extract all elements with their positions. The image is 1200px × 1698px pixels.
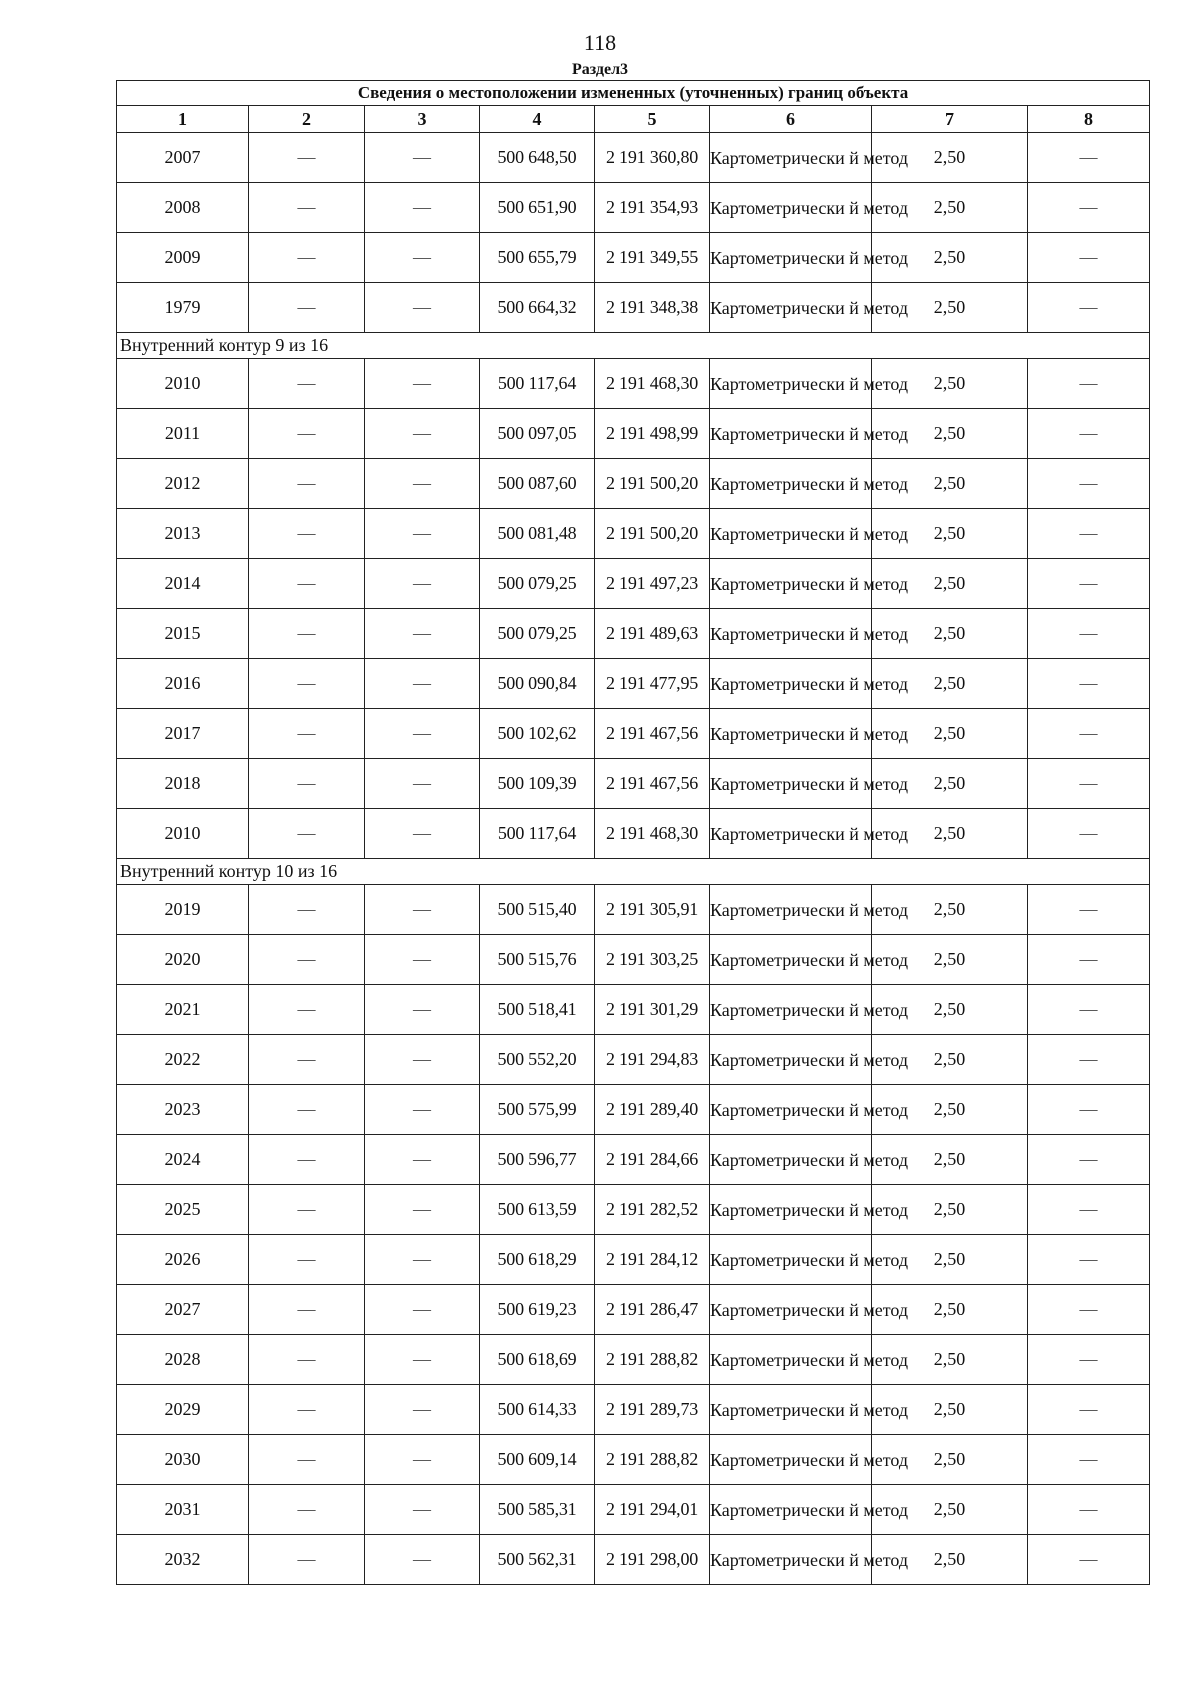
col2-cell: —	[249, 985, 365, 1035]
accuracy-cell: 2,50	[872, 409, 1028, 459]
accuracy-cell: 2,50	[872, 1285, 1028, 1335]
column-header: 4	[480, 106, 595, 133]
table-row	[117, 759, 1150, 809]
y-coordinate-cell: 2 191 468,30	[595, 359, 710, 409]
col2-cell: —	[249, 509, 365, 559]
accuracy-cell: 2,50	[872, 985, 1028, 1035]
col2-cell: —	[249, 1535, 365, 1585]
method-cell: Картометрически й метод	[710, 885, 872, 935]
col8-cell: —	[1028, 809, 1150, 859]
table-row	[117, 1335, 1150, 1385]
col3-cell: —	[365, 759, 480, 809]
method-cell: Картометрически й метод	[710, 359, 872, 409]
col3-cell: —	[365, 1535, 480, 1585]
table-caption-row	[117, 81, 1150, 106]
table-row	[117, 609, 1150, 659]
x-coordinate-cell: 500 664,32	[480, 283, 595, 333]
accuracy-cell: 2,50	[872, 1385, 1028, 1435]
x-coordinate-cell: 500 618,29	[480, 1235, 595, 1285]
col8-cell: —	[1028, 1235, 1150, 1285]
col3-cell: —	[365, 1185, 480, 1235]
col8-cell: —	[1028, 1485, 1150, 1535]
point-number-cell: 2027	[117, 1285, 249, 1335]
method-cell: Картометрически й метод	[710, 709, 872, 759]
column-header: 1	[117, 106, 249, 133]
y-coordinate-cell: 2 191 500,20	[595, 459, 710, 509]
x-coordinate-cell: 500 619,23	[480, 1285, 595, 1335]
col8-cell: —	[1028, 133, 1150, 183]
accuracy-cell: 2,50	[872, 1485, 1028, 1535]
col3-cell: —	[365, 509, 480, 559]
method-cell: Картометрически й метод	[710, 1235, 872, 1285]
col3-cell: —	[365, 985, 480, 1035]
col2-cell: —	[249, 283, 365, 333]
accuracy-cell: 2,50	[872, 1535, 1028, 1585]
col3-cell: —	[365, 809, 480, 859]
col3-cell: —	[365, 1335, 480, 1385]
col8-cell: —	[1028, 1135, 1150, 1185]
accuracy-cell: 2,50	[872, 1185, 1028, 1235]
column-header: 7	[872, 106, 1028, 133]
x-coordinate-cell: 500 515,76	[480, 935, 595, 985]
col8-cell: —	[1028, 709, 1150, 759]
accuracy-cell: 2,50	[872, 459, 1028, 509]
col8-cell: —	[1028, 409, 1150, 459]
x-coordinate-cell: 500 618,69	[480, 1335, 595, 1385]
method-cell: Картометрически й метод	[710, 759, 872, 809]
accuracy-cell: 2,50	[872, 1035, 1028, 1085]
col8-cell: —	[1028, 1335, 1150, 1385]
col3-cell: —	[365, 1435, 480, 1485]
col3-cell: —	[365, 233, 480, 283]
boundary-coordinates-table	[116, 80, 1150, 1585]
point-number-cell: 2031	[117, 1485, 249, 1535]
y-coordinate-cell: 2 191 467,56	[595, 709, 710, 759]
col2-cell: —	[249, 885, 365, 935]
col8-cell: —	[1028, 509, 1150, 559]
col3-cell: —	[365, 1235, 480, 1285]
method-cell: Картометрически й метод	[710, 809, 872, 859]
col2-cell: —	[249, 233, 365, 283]
col2-cell: —	[249, 459, 365, 509]
col3-cell: —	[365, 559, 480, 609]
table-row	[117, 809, 1150, 859]
accuracy-cell: 2,50	[872, 183, 1028, 233]
col2-cell: —	[249, 1235, 365, 1285]
col2-cell: —	[249, 133, 365, 183]
col2-cell: —	[249, 1285, 365, 1335]
table-row	[117, 709, 1150, 759]
point-number-cell: 2011	[117, 409, 249, 459]
col2-cell: —	[249, 809, 365, 859]
col8-cell: —	[1028, 885, 1150, 935]
col8-cell: —	[1028, 359, 1150, 409]
table-row	[117, 559, 1150, 609]
point-number-cell: 2020	[117, 935, 249, 985]
point-number-cell: 2022	[117, 1035, 249, 1085]
point-number-cell: 2030	[117, 1435, 249, 1485]
col8-cell: —	[1028, 1085, 1150, 1135]
method-cell: Картометрически й метод	[710, 409, 872, 459]
col3-cell: —	[365, 885, 480, 935]
col8-cell: —	[1028, 1435, 1150, 1485]
x-coordinate-cell: 500 515,40	[480, 885, 595, 935]
point-number-cell: 2014	[117, 559, 249, 609]
table-row	[117, 1085, 1150, 1135]
col2-cell: —	[249, 559, 365, 609]
col8-cell: —	[1028, 559, 1150, 609]
method-cell: Картометрически й метод	[710, 1485, 872, 1535]
table-row	[117, 935, 1150, 985]
column-header: 8	[1028, 106, 1150, 133]
point-number-cell: 2017	[117, 709, 249, 759]
x-coordinate-cell: 500 079,25	[480, 609, 595, 659]
col3-cell: —	[365, 133, 480, 183]
col3-cell: —	[365, 659, 480, 709]
accuracy-cell: 2,50	[872, 1335, 1028, 1385]
col8-cell: —	[1028, 1385, 1150, 1435]
table-row	[117, 1035, 1150, 1085]
point-number-cell: 2023	[117, 1085, 249, 1135]
accuracy-cell: 2,50	[872, 559, 1028, 609]
section-title: Раздел3	[571, 61, 629, 78]
point-number-cell: 2007	[117, 133, 249, 183]
method-cell: Картометрически й метод	[710, 183, 872, 233]
column-header-row	[117, 106, 1150, 133]
y-coordinate-cell: 2 191 288,82	[595, 1335, 710, 1385]
x-coordinate-cell: 500 648,50	[480, 133, 595, 183]
col3-cell: —	[365, 1085, 480, 1135]
column-header: 3	[365, 106, 480, 133]
x-coordinate-cell: 500 596,77	[480, 1135, 595, 1185]
x-coordinate-cell: 500 575,99	[480, 1085, 595, 1135]
col3-cell: —	[365, 1385, 480, 1435]
method-cell: Картометрически й метод	[710, 233, 872, 283]
point-number-cell: 2025	[117, 1185, 249, 1235]
table-row	[117, 283, 1150, 333]
x-coordinate-cell: 500 614,33	[480, 1385, 595, 1435]
col3-cell: —	[365, 283, 480, 333]
point-number-cell: 2024	[117, 1135, 249, 1185]
y-coordinate-cell: 2 191 360,80	[595, 133, 710, 183]
col2-cell: —	[249, 759, 365, 809]
accuracy-cell: 2,50	[872, 709, 1028, 759]
point-number-cell: 2018	[117, 759, 249, 809]
table-row	[117, 1235, 1150, 1285]
accuracy-cell: 2,50	[872, 283, 1028, 333]
accuracy-cell: 2,50	[872, 509, 1028, 559]
point-number-cell: 2013	[117, 509, 249, 559]
table-row	[117, 1485, 1150, 1535]
accuracy-cell: 2,50	[872, 1135, 1028, 1185]
col8-cell: —	[1028, 609, 1150, 659]
accuracy-cell: 2,50	[872, 759, 1028, 809]
accuracy-cell: 2,50	[872, 809, 1028, 859]
x-coordinate-cell: 500 585,31	[480, 1485, 595, 1535]
col8-cell: —	[1028, 1035, 1150, 1085]
col3-cell: —	[365, 459, 480, 509]
col2-cell: —	[249, 1035, 365, 1085]
method-cell: Картометрически й метод	[710, 609, 872, 659]
col2-cell: —	[249, 1385, 365, 1435]
x-coordinate-cell: 500 090,84	[480, 659, 595, 709]
col2-cell: —	[249, 1135, 365, 1185]
page-number: 118	[583, 30, 617, 55]
x-coordinate-cell: 500 079,25	[480, 559, 595, 609]
y-coordinate-cell: 2 191 289,73	[595, 1385, 710, 1435]
col2-cell: —	[249, 1335, 365, 1385]
col8-cell: —	[1028, 1535, 1150, 1585]
table-row	[117, 459, 1150, 509]
point-number-cell: 2032	[117, 1535, 249, 1585]
y-coordinate-cell: 2 191 348,38	[595, 283, 710, 333]
method-cell: Картометрически й метод	[710, 133, 872, 183]
x-coordinate-cell: 500 097,05	[480, 409, 595, 459]
accuracy-cell: 2,50	[872, 659, 1028, 709]
table-row	[117, 885, 1150, 935]
point-number-cell: 2012	[117, 459, 249, 509]
col8-cell: —	[1028, 459, 1150, 509]
y-coordinate-cell: 2 191 498,99	[595, 409, 710, 459]
point-number-cell: 2029	[117, 1385, 249, 1435]
table-row	[117, 1185, 1150, 1235]
y-coordinate-cell: 2 191 289,40	[595, 1085, 710, 1135]
col8-cell: —	[1028, 183, 1150, 233]
x-coordinate-cell: 500 609,14	[480, 1435, 595, 1485]
col2-cell: —	[249, 709, 365, 759]
method-cell: Картометрически й метод	[710, 1435, 872, 1485]
col3-cell: —	[365, 359, 480, 409]
col3-cell: —	[365, 1285, 480, 1335]
accuracy-cell: 2,50	[872, 609, 1028, 659]
table-row	[117, 409, 1150, 459]
point-number-cell: 2008	[117, 183, 249, 233]
method-cell: Картометрически й метод	[710, 509, 872, 559]
accuracy-cell: 2,50	[872, 935, 1028, 985]
y-coordinate-cell: 2 191 468,30	[595, 809, 710, 859]
x-coordinate-cell: 500 655,79	[480, 233, 595, 283]
accuracy-cell: 2,50	[872, 359, 1028, 409]
x-coordinate-cell: 500 562,31	[480, 1535, 595, 1585]
method-cell: Картометрически й метод	[710, 559, 872, 609]
method-cell: Картометрически й метод	[710, 659, 872, 709]
col3-cell: —	[365, 1035, 480, 1085]
contour-label: Внутренний контур 10 из 16	[117, 859, 1150, 885]
accuracy-cell: 2,50	[872, 233, 1028, 283]
col3-cell: —	[365, 935, 480, 985]
accuracy-cell: 2,50	[872, 885, 1028, 935]
col8-cell: —	[1028, 659, 1150, 709]
method-cell: Картометрически й метод	[710, 1185, 872, 1235]
y-coordinate-cell: 2 191 284,12	[595, 1235, 710, 1285]
y-coordinate-cell: 2 191 284,66	[595, 1135, 710, 1185]
table-row	[117, 233, 1150, 283]
point-number-cell: 2009	[117, 233, 249, 283]
y-coordinate-cell: 2 191 349,55	[595, 233, 710, 283]
col3-cell: —	[365, 1485, 480, 1535]
col3-cell: —	[365, 409, 480, 459]
table-caption: Сведения о местоположении измененных (уточненных) границ объекта	[117, 81, 1150, 106]
y-coordinate-cell: 2 191 298,00	[595, 1535, 710, 1585]
column-header: 2	[249, 106, 365, 133]
accuracy-cell: 2,50	[872, 1435, 1028, 1485]
x-coordinate-cell: 500 117,64	[480, 809, 595, 859]
table-row	[117, 133, 1150, 183]
table-row	[117, 183, 1150, 233]
col8-cell: —	[1028, 233, 1150, 283]
point-number-cell: 2016	[117, 659, 249, 709]
contour-label: Внутренний контур 9 из 16	[117, 333, 1150, 359]
column-header: 5	[595, 106, 710, 133]
col8-cell: —	[1028, 985, 1150, 1035]
y-coordinate-cell: 2 191 500,20	[595, 509, 710, 559]
accuracy-cell: 2,50	[872, 1085, 1028, 1135]
table-row	[117, 509, 1150, 559]
col3-cell: —	[365, 609, 480, 659]
point-number-cell: 2026	[117, 1235, 249, 1285]
col3-cell: —	[365, 183, 480, 233]
table-row	[117, 1435, 1150, 1485]
x-coordinate-cell: 500 613,59	[480, 1185, 595, 1235]
table-row	[117, 1535, 1150, 1585]
y-coordinate-cell: 2 191 294,01	[595, 1485, 710, 1535]
col8-cell: —	[1028, 1185, 1150, 1235]
method-cell: Картометрически й метод	[710, 1285, 872, 1335]
col2-cell: —	[249, 1485, 365, 1535]
y-coordinate-cell: 2 191 282,52	[595, 1185, 710, 1235]
x-coordinate-cell: 500 117,64	[480, 359, 595, 409]
y-coordinate-cell: 2 191 288,82	[595, 1435, 710, 1485]
col2-cell: —	[249, 659, 365, 709]
y-coordinate-cell: 2 191 294,83	[595, 1035, 710, 1085]
method-cell: Картометрически й метод	[710, 935, 872, 985]
col3-cell: —	[365, 1135, 480, 1185]
y-coordinate-cell: 2 191 303,25	[595, 935, 710, 985]
table-row	[117, 1135, 1150, 1185]
point-number-cell: 2010	[117, 359, 249, 409]
col2-cell: —	[249, 359, 365, 409]
col3-cell: —	[365, 709, 480, 759]
x-coordinate-cell: 500 087,60	[480, 459, 595, 509]
y-coordinate-cell: 2 191 301,29	[595, 985, 710, 1035]
col8-cell: —	[1028, 935, 1150, 985]
y-coordinate-cell: 2 191 477,95	[595, 659, 710, 709]
x-coordinate-cell: 500 102,62	[480, 709, 595, 759]
point-number-cell: 2010	[117, 809, 249, 859]
table-row	[117, 1385, 1150, 1435]
accuracy-cell: 2,50	[872, 133, 1028, 183]
col8-cell: —	[1028, 283, 1150, 333]
col2-cell: —	[249, 409, 365, 459]
contour-header-row	[117, 333, 1150, 359]
method-cell: Картометрически й метод	[710, 459, 872, 509]
method-cell: Картометрически й метод	[710, 283, 872, 333]
x-coordinate-cell: 500 518,41	[480, 985, 595, 1035]
method-cell: Картометрически й метод	[710, 1385, 872, 1435]
x-coordinate-cell: 500 081,48	[480, 509, 595, 559]
point-number-cell: 2019	[117, 885, 249, 935]
point-number-cell: 2028	[117, 1335, 249, 1385]
contour-header-row	[117, 859, 1150, 885]
point-number-cell: 2021	[117, 985, 249, 1035]
table-row	[117, 659, 1150, 709]
accuracy-cell: 2,50	[872, 1235, 1028, 1285]
x-coordinate-cell: 500 651,90	[480, 183, 595, 233]
y-coordinate-cell: 2 191 286,47	[595, 1285, 710, 1335]
col8-cell: —	[1028, 759, 1150, 809]
method-cell: Картометрически й метод	[710, 1535, 872, 1585]
col8-cell: —	[1028, 1285, 1150, 1335]
point-number-cell: 2015	[117, 609, 249, 659]
y-coordinate-cell: 2 191 354,93	[595, 183, 710, 233]
y-coordinate-cell: 2 191 467,56	[595, 759, 710, 809]
x-coordinate-cell: 500 109,39	[480, 759, 595, 809]
col2-cell: —	[249, 609, 365, 659]
col2-cell: —	[249, 183, 365, 233]
col2-cell: —	[249, 1435, 365, 1485]
method-cell: Картометрически й метод	[710, 985, 872, 1035]
method-cell: Картометрически й метод	[710, 1335, 872, 1385]
method-cell: Картометрически й метод	[710, 1085, 872, 1135]
y-coordinate-cell: 2 191 497,23	[595, 559, 710, 609]
col2-cell: —	[249, 1085, 365, 1135]
y-coordinate-cell: 2 191 489,63	[595, 609, 710, 659]
column-header: 6	[710, 106, 872, 133]
method-cell: Картометрически й метод	[710, 1135, 872, 1185]
table-row	[117, 359, 1150, 409]
col2-cell: —	[249, 935, 365, 985]
table-row	[117, 1285, 1150, 1335]
x-coordinate-cell: 500 552,20	[480, 1035, 595, 1085]
table-row	[117, 985, 1150, 1035]
col2-cell: —	[249, 1185, 365, 1235]
y-coordinate-cell: 2 191 305,91	[595, 885, 710, 935]
point-number-cell: 1979	[117, 283, 249, 333]
method-cell: Картометрически й метод	[710, 1035, 872, 1085]
